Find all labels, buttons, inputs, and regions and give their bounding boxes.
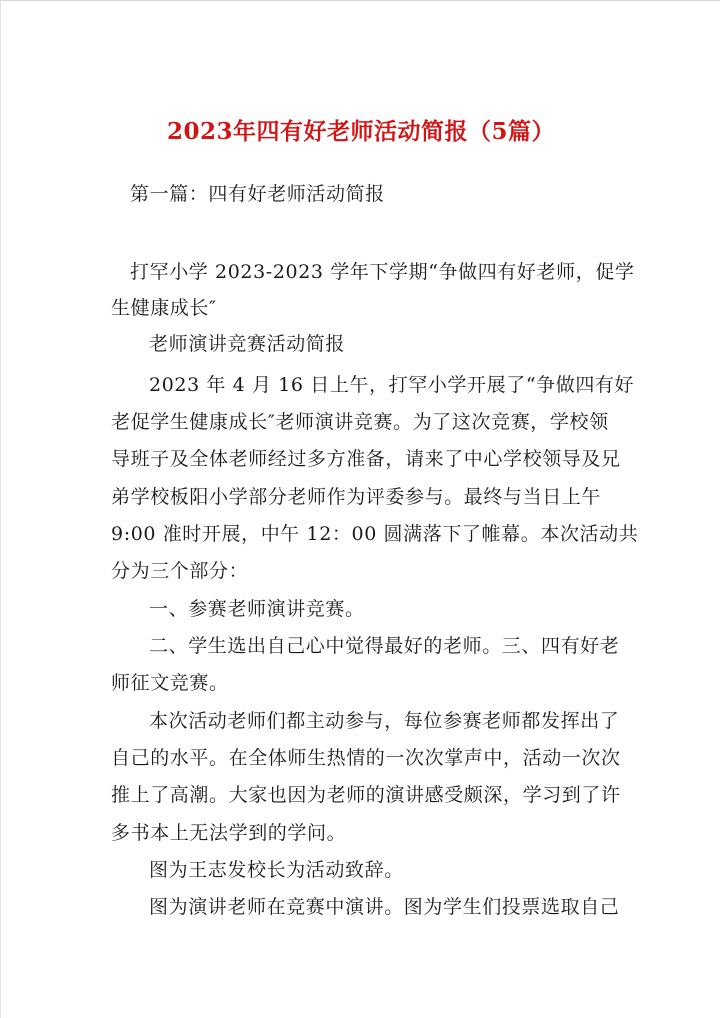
- text-line: 本次活动老师们都主动参与，每位参赛老师都发挥出了: [149, 710, 620, 732]
- section-heading: 第一篇：四有好老师活动简报: [130, 183, 385, 205]
- text-line: 图为王志发校长为活动致辞。: [149, 859, 404, 881]
- text-line: 二、学生选出自己心中觉得最好的老师。三、四有好老: [149, 635, 620, 657]
- text-line: 老师演讲竞赛活动简报: [149, 333, 346, 355]
- text-line: 多书本上无法学到的学问。: [111, 822, 347, 844]
- text-line: 弟学校板阳小学部分老师作为评委参与。最终与当日上午: [111, 486, 602, 508]
- text-line: 图为演讲老师在竞赛中演讲。图为学生们投票选取自己: [149, 896, 620, 918]
- text-line: 推上了高潮。大家也因为老师的演讲感受颇深，学习到了许: [111, 784, 621, 806]
- text-line: 老促学生健康成长″老师演讲竞赛。为了这次竞赛，学校领: [111, 411, 609, 433]
- text-line: 2023 年 4 月 16 日上午，打罕小学开展了“争做四有好: [149, 374, 635, 396]
- text-line: 分为三个部分：: [111, 560, 249, 582]
- text-line: 自己的水平。在全体师生热情的一次次掌声中，活动一次次: [111, 747, 621, 769]
- text-line: 师征文竞赛。: [111, 672, 229, 694]
- text-line: 生健康成长″: [111, 297, 217, 319]
- text-line: 一、参赛老师演讲竞赛。: [149, 598, 365, 620]
- text-line: 打罕小学 2023-2023 学年下学期“争做四有好老师，促学: [130, 261, 635, 283]
- text-line: 9:00 准时开展，中午 12：00 圆满落下了帷幕。本次活动共: [111, 523, 639, 545]
- text-line: 导班子及全体老师经过多方准备，请来了中心学校领导及兄: [111, 448, 621, 470]
- document-title: 2023年四有好老师活动简报（5篇）: [166, 118, 556, 145]
